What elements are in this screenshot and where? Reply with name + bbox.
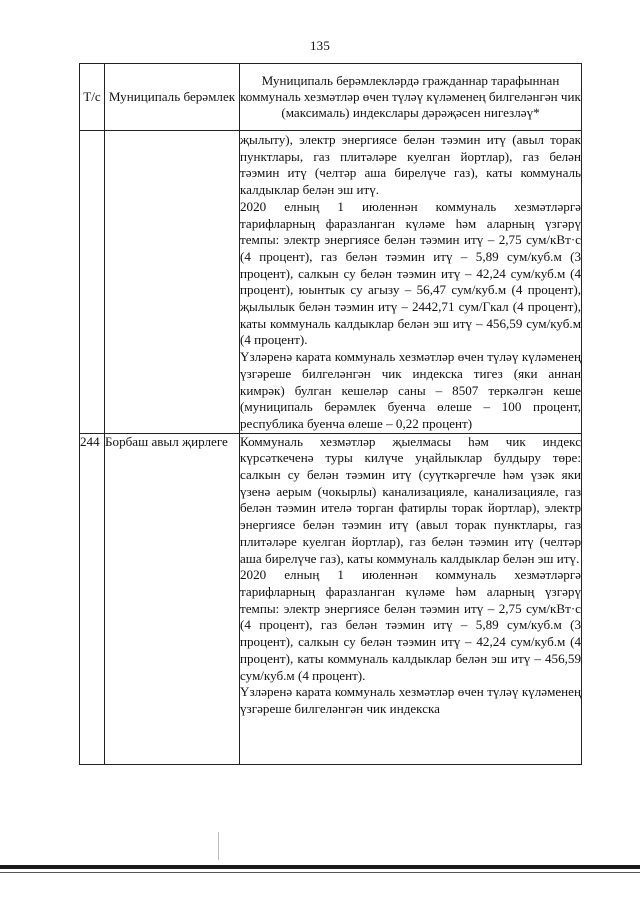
row-justification — [240, 131, 582, 434]
header-municipality: Муниципаль берәмлек — [105, 64, 240, 131]
justification-paragraph: Үзләренә карата коммуналь хезмәтләр өчен түләү күләменең үзгәреше билгеләнгән чик индекска — [240, 684, 581, 716]
table-header — [80, 64, 582, 131]
header-index-justification: Муниципаль берәмлекләрдә гражданнар тарафыннан коммуналь хезмәтләр өчен түләү күләменең билгеләнгән чик (максималь) индекслары дәрәҗәсен нигезләү* — [240, 64, 582, 131]
scan-margin-mark — [218, 832, 219, 860]
justification-paragraph: 2020 елның 1 июленнән коммуналь хезмәтләргә тарифларның фаразланган күләме һәм аларның үзгәрү темпы: электр энергиясе белән тәэмин итү – 2,75 сум/кВт·с (4 процент), газ белән тәэмин итү – 5,89 сум/куб.м (3 процент), салкын су белән тәэмин итү – 42,24 сум/куб.м (4 процент), каты коммуналь калдыклар белән эш итү – 456,59 сум/куб.м (4 процент). — [240, 567, 581, 683]
justification-paragraph: җылыту), электр энергиясе белән тәэмин итү (авыл торак пунктлары, газ плитәләре куелган йортлар), газ белән тәэмин итү (челтәр аша бирелүче газ), каты коммуналь калдыклар белән эш итү. — [240, 132, 581, 198]
indices-table — [79, 63, 582, 765]
table-row — [80, 433, 582, 764]
row-number: 244 — [80, 433, 105, 764]
justification-paragraph: Коммуналь хезмәтләр җыелмасы һәм чик индекс күрсәткеченә туры килүче уңайлыклар булдыру төре: салкын су белән тәэмин итү (суүткәргечле һәм үзәк яки үзенә аерым (чокырлы) канализацияле, канализацияле, газ белән тәэмин ителә торган фатирлы торак йортлар), электр энергиясе белән тәэмин итү (авыл торак пунктлары, газ плитәләре куелган йортлар), газ белән тәэмин итү (челтәр аша бирелүче газ), каты коммуналь калдыклар белән эш итү. — [240, 433, 581, 566]
row-number — [80, 131, 105, 434]
page-number: 135 — [309, 38, 331, 53]
row-justification — [240, 433, 582, 764]
row-municipality — [105, 131, 240, 434]
row-municipality: Борбаш авыл җирлеге — [105, 433, 240, 764]
scan-bottom-edge-line — [0, 872, 640, 873]
justification-paragraph: 2020 елның 1 июленнән коммуналь хезмәтләргә тарифларның фаразланган күләме һәм аларның үзгәрү темпы: электр энергиясе белән тәэмин итү – 2,75 сум/кВт·с (4 процент), газ белән тәэмин итү – 5,89 сум/куб.м (3 процент), салкын су белән тәэмин итү – 42,24 сум/куб.м (4 процент), юынтык су агызу – 56,47 сум/куб.м (4 процент), җылылык белән тәэмин итү – 2442,71 сум/Гкал (4 процент), каты коммуналь калдыклар белән эш итү – 456,59 сум/куб.м (4 процент). — [240, 198, 581, 348]
justification-paragraph: Үзләренә карата коммуналь хезмәтләр өчен түләү күләменең үзгәреше билгеләнгән чик индекска тигез (яки аннан кимрәк) булган кешеләр саны – 8507 теркәлгән кеше (муниципаль берәмлек буенча өлеше – 100 процент, республика буенча өлеше – 0,22 процент) — [240, 349, 581, 431]
table-row — [80, 131, 582, 434]
header-number: Т/с — [80, 64, 105, 131]
scan-bottom-edge — [0, 865, 640, 869]
